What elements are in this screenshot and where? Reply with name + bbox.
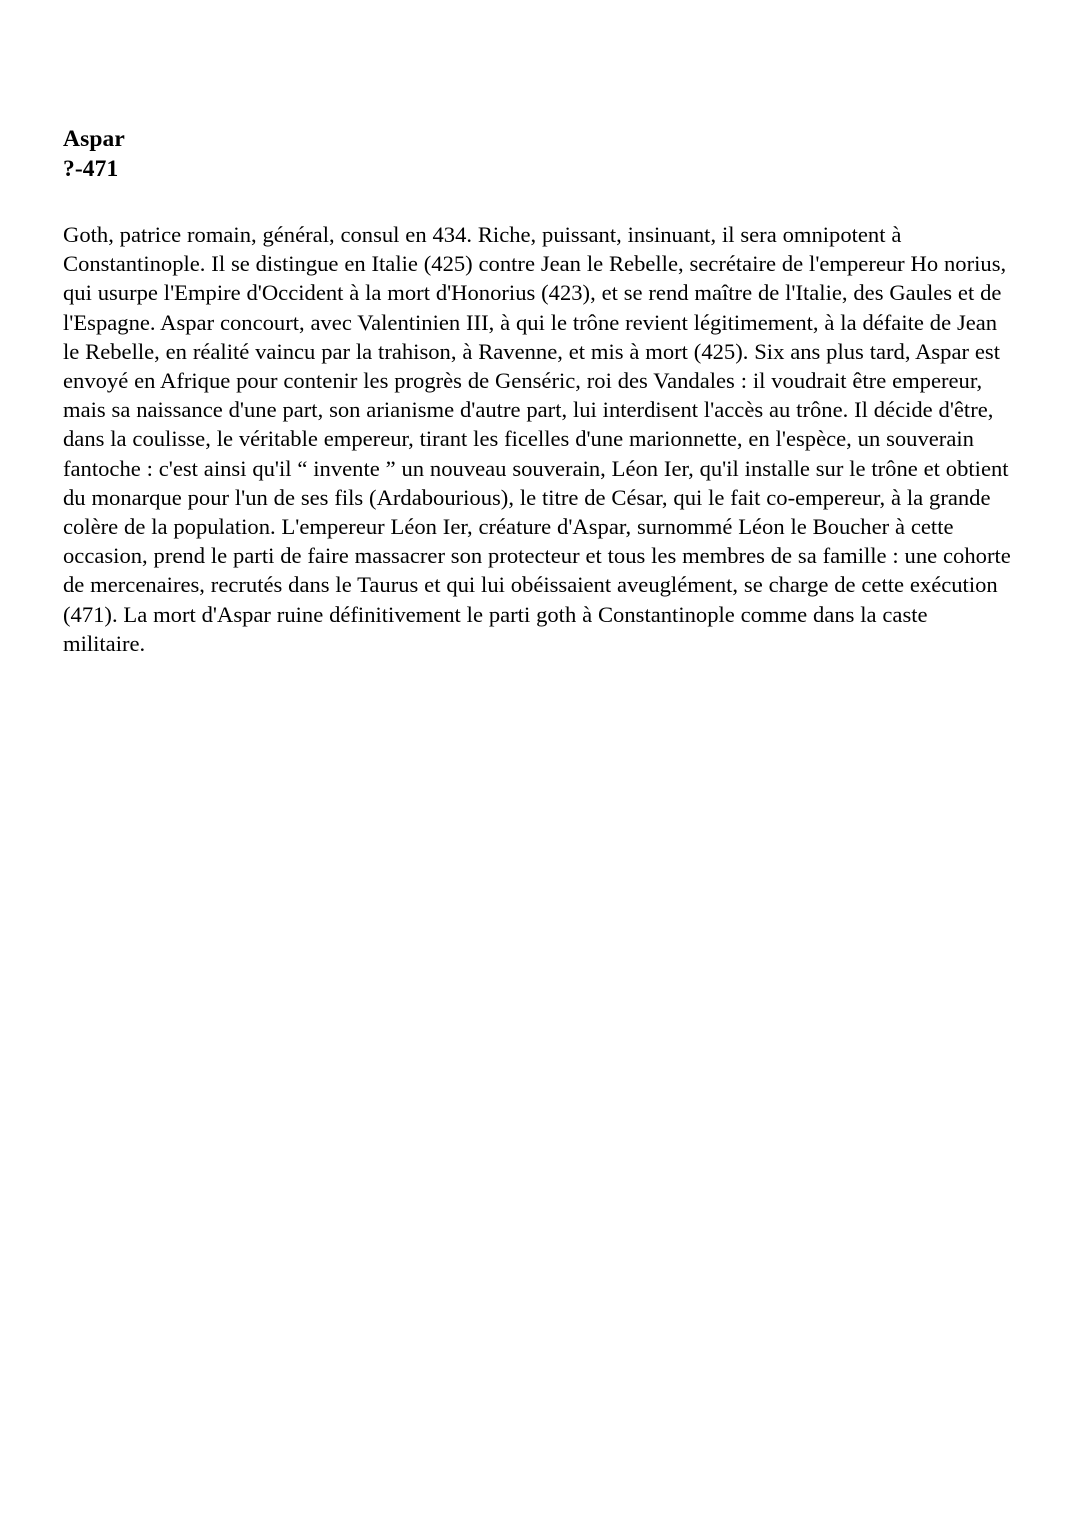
entry-dates: ?-471 <box>63 156 119 182</box>
entry-body-text: Goth, patrice romain, général, consul en 434. Riche, puissant, insinuant, il sera omnipotent à Constantinople. Il se distingue en Italie (425) contre Jean le Rebelle, secrétaire de l'empereur Ho norius, qui usurpe l'Empire d'Occident à la mort d'Honorius (423), et se rend maître de l'Italie, des Gaules et de l'Espagne. Aspar concourt, avec Valentinien III, à qui le trône revient légitimement, à la défaite de Jean le Rebelle, en réalité vaincu par la trahison, à Ravenne, et mis à mort (425). Six ans plus tard, Aspar est envoyé en Afrique pour contenir les progrès de Genséric, roi des Vandales : il voudrait être empereur, mais sa naissance d'une part, son arianisme d'autre part, lui interdisent l'accès au trône. Il décide d'être, dans la coulisse, le véritable empereur, tirant les ficelles d'une marionnette, en l'espèce, un souverain fantoche : c'est ainsi qu'il “ invente ” un nouveau souverain, Léon Ier, qu'il installe sur le trône et obtient du monarque pour l'un de ses fils (Ardabourious), le titre de César, qui le fait co-empereur, à la grande colère de la population. L'empereur Léon Ier, créature d'Aspar, surnommé Léon le Boucher à cette occasion, prend le parti de faire massacrer son protecteur et tous les membres de sa famille : une cohorte de mercenaires, recrutés dans le Taurus et qui lui obéissaient aveuglément, se charge de cette exécution (471). La mort d'Aspar ruine définitivement le parti goth à Constantinople comme dans la caste militaire. <box>63 222 1011 656</box>
entry-heading <box>63 124 1015 184</box>
entry-container <box>63 124 1015 658</box>
entry-name: Aspar <box>63 126 125 152</box>
